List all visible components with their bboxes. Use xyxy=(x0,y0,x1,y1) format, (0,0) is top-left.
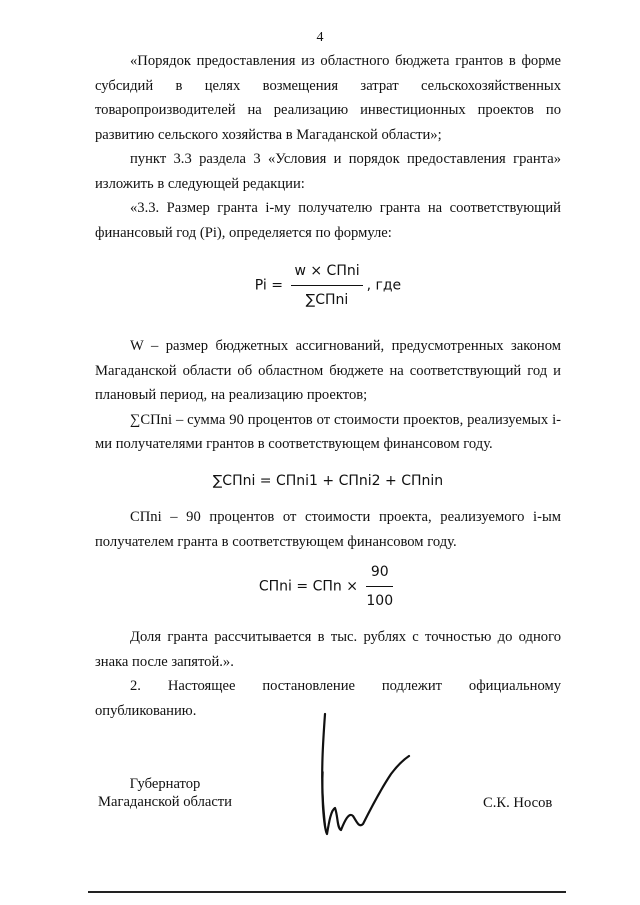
formula-spni-numerator: 90 xyxy=(366,560,393,587)
document-body xyxy=(95,49,561,723)
formula-spni-fraction xyxy=(366,560,393,613)
formula-pi-lhs: Pi = xyxy=(254,277,284,294)
formula-pi-suffix: , где xyxy=(366,277,402,294)
formula-spni-denominator: 100 xyxy=(366,592,394,609)
formula-pi-numerator: w × СПni xyxy=(291,259,362,286)
formula-spni-lhs: СПni = СПn × xyxy=(258,578,358,595)
formula-spni xyxy=(95,560,561,613)
signatory-position xyxy=(98,775,232,811)
paragraph-spni-definition: СПni – 90 процентов от стоимости проекта, реализуемого i-ым получателем гранта в соответствующем финансовом году. xyxy=(95,509,561,550)
paragraph-w-definition: W – размер бюджетных ассигнований, предусмотренных законом Магаданской области об областном бюджете на соответствующий год и плановый период, на реализацию проектов; xyxy=(95,338,561,403)
paragraph-clause-3-3: пункт 3.3 раздела 3 «Условия и порядок предоставления гранта» изложить в следующей редакции: xyxy=(95,151,561,192)
signatory-name: С.К. Носов xyxy=(483,795,553,811)
formula-pi-fraction xyxy=(291,259,362,312)
paragraph-grant-share: Доля гранта рассчитывается в тыс. рублях с точностью до одного знака после запятой.». xyxy=(95,629,561,670)
formula-sum: ∑СПni = СПni1 + СПni2 + СПnin xyxy=(212,472,444,489)
paragraph-publication: 2. Настоящее постановление подлежит официальному опубликованию. xyxy=(95,678,561,719)
paragraph-procedure-title: «Порядок предоставления из областного бюджета грантов в форме субсидий в целях возмещения затрат сельскохозяйственных товаропроизводителей на реализацию инвестиционных проектов по развитию сельского хозяйства в Магаданской области»; xyxy=(95,53,561,143)
paragraph-grant-size: «3.3. Размер гранта i-му получателю гранта на соответствующий финансовый год (Pi), определяется по формуле: xyxy=(95,200,561,241)
paragraph-sum-definition: ∑СПni – сумма 90 процентов от стоимости проектов, реализуемых i-ми получателями грантов в соответствующем финансовом году. xyxy=(95,411,561,452)
formula-pi-denominator: ∑СПni xyxy=(305,291,349,308)
page-number: 4 xyxy=(316,30,324,45)
formula-pi xyxy=(95,259,561,312)
signatory-position-line2: Магаданской области xyxy=(98,794,232,810)
signatory-position-line1: Губернатор xyxy=(129,776,201,792)
bottom-divider xyxy=(88,891,566,893)
handwritten-signature xyxy=(305,712,415,842)
